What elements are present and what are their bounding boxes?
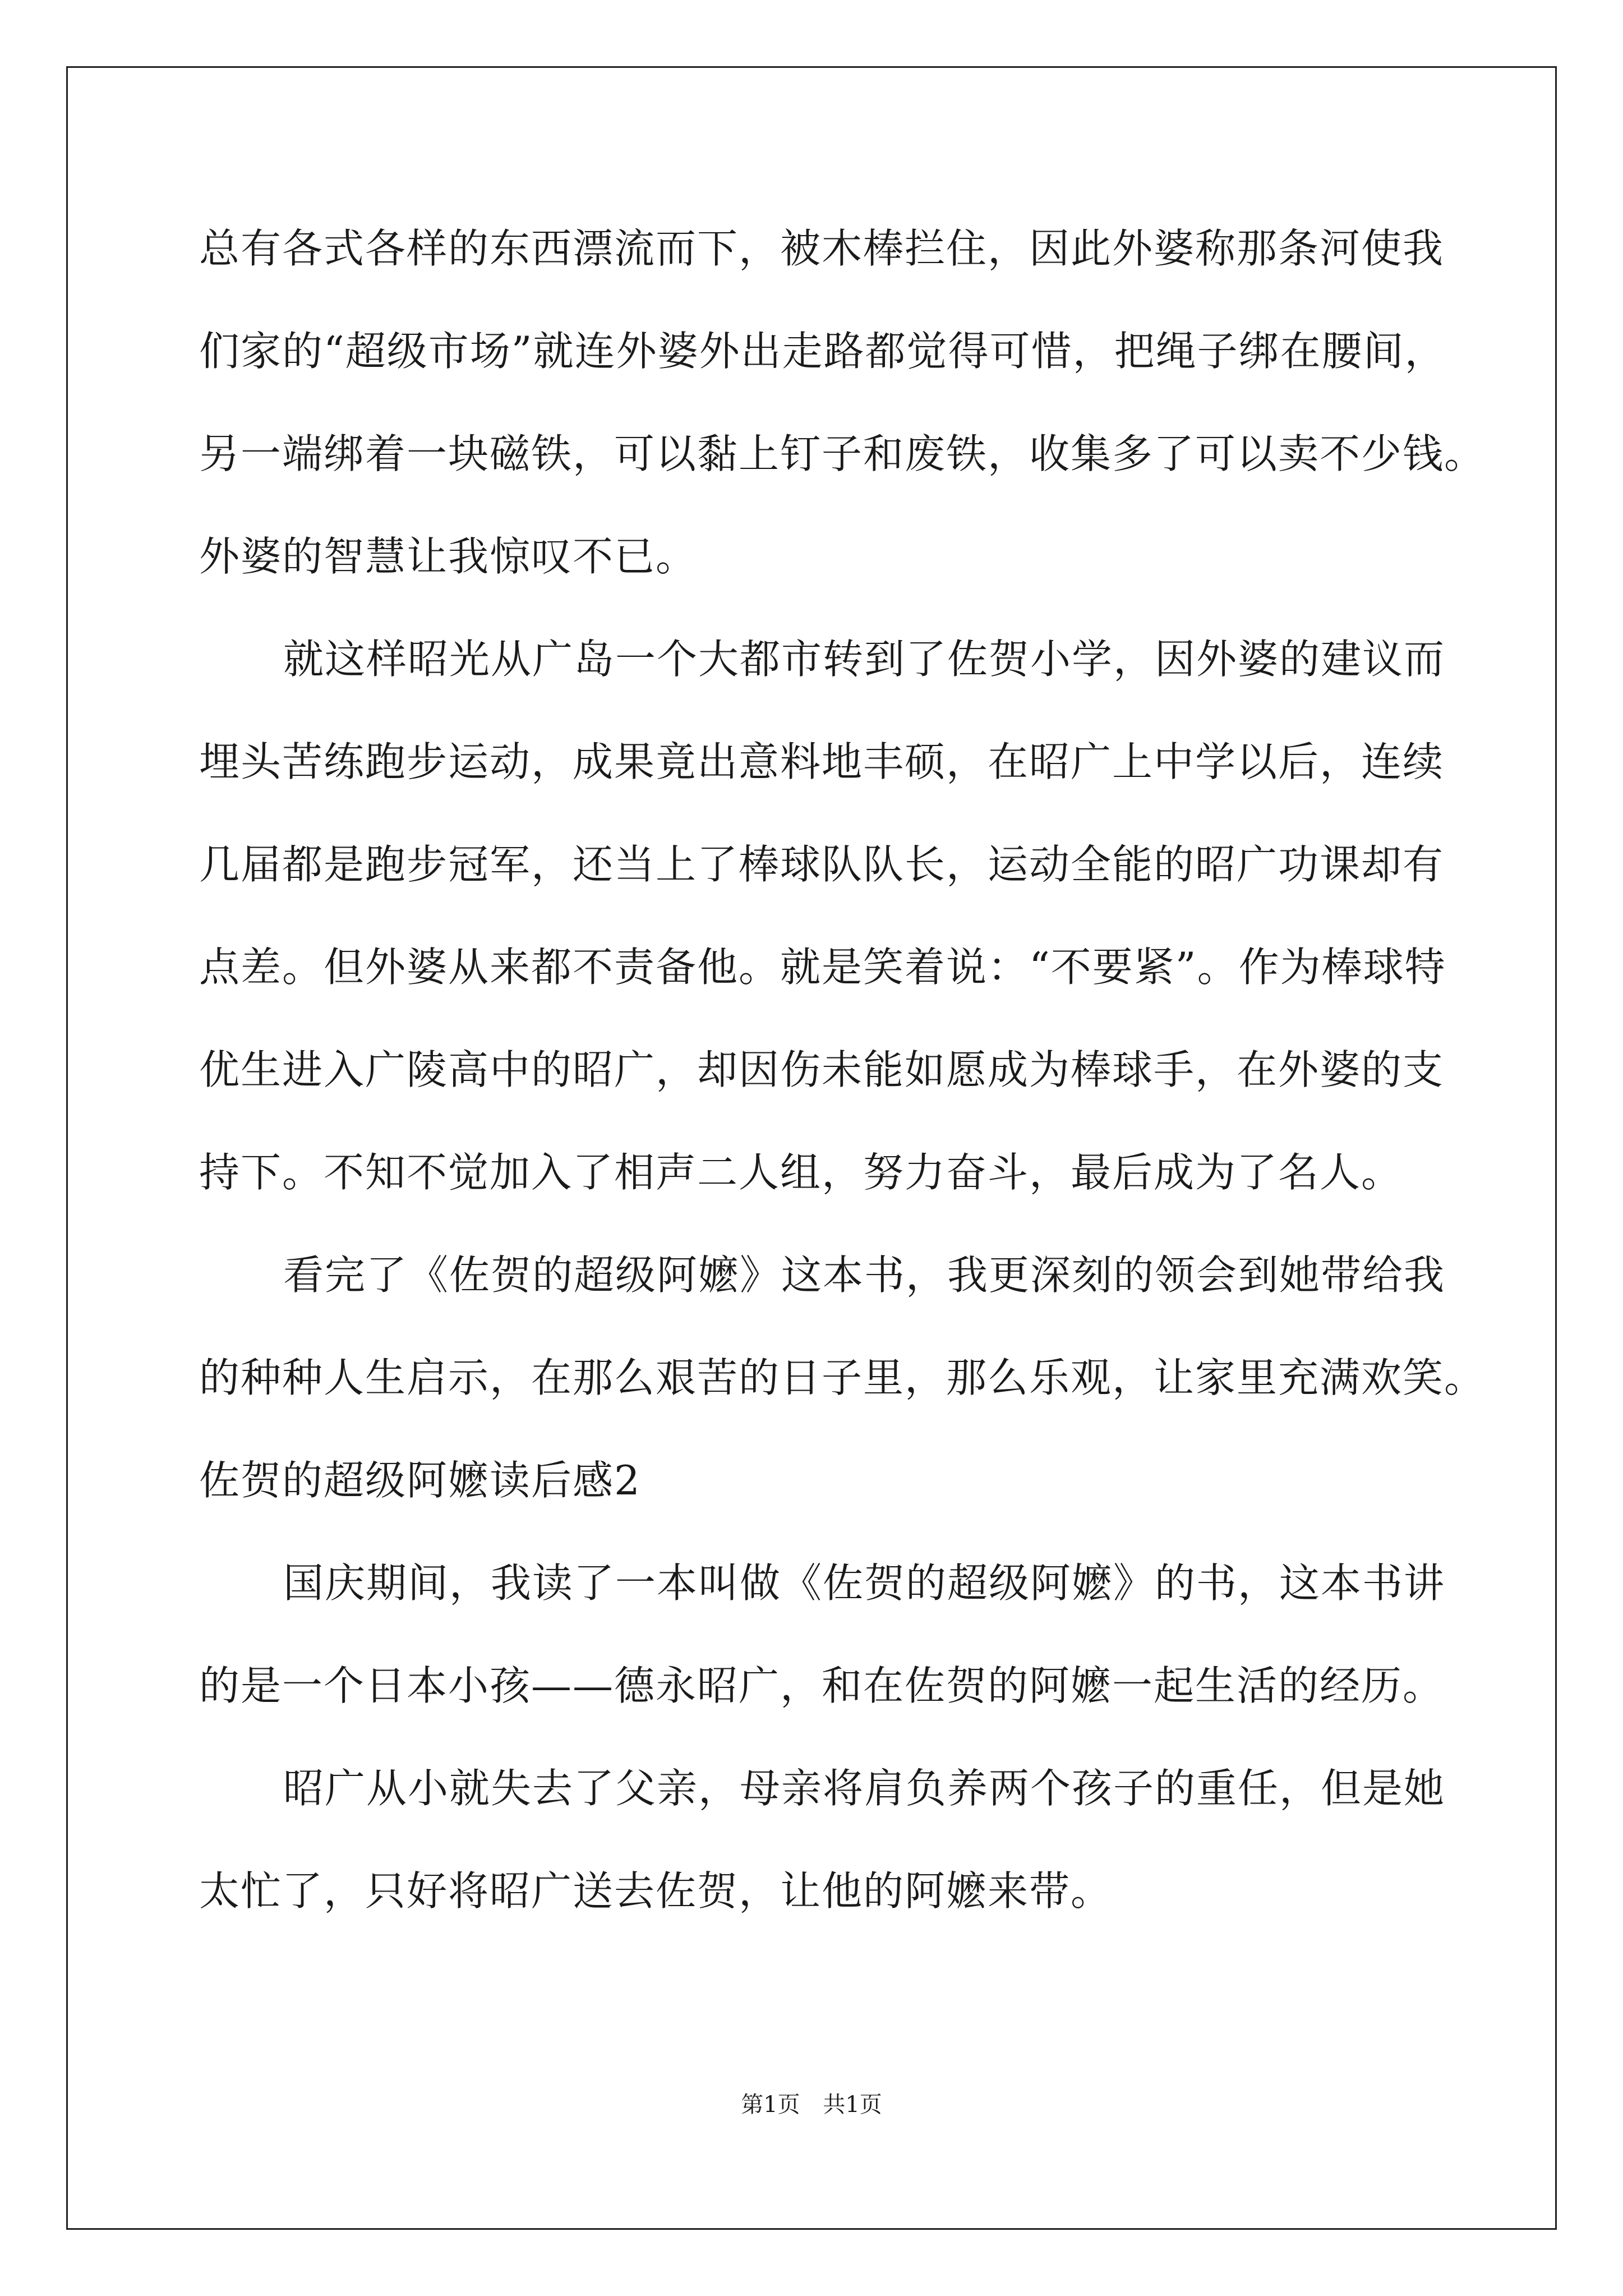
page-total: 共1页 — [823, 2092, 882, 2118]
paragraph-line: 的是一个日本小孩——德永昭广，和在佐贺的阿嬷一起生活的经历。 — [199, 1662, 1445, 1709]
paragraph-line: 优生进入广陵高中的昭广，却因伤未能如愿成为棒球手，在外婆的支 — [199, 1046, 1445, 1093]
paragraph-line: 太忙了，只好将昭广送去佐贺，让他的阿嬷来带。 — [199, 1867, 1113, 1915]
paragraph-line: 们家的“超级市场”就连外婆外出走路都觉得可惜，把绳子绑在腰间， — [199, 328, 1446, 375]
paragraph-line: 另一端绑着一块磁铁，可以黏上钉子和废铁，收集多了可以卖不少钱。 — [199, 430, 1486, 477]
paragraph-line: 国庆期间，我读了一本叫做《佐贺的超级阿嬷》的书，这本书讲 — [283, 1559, 1446, 1607]
section-heading: 佐贺的超级阿嬷读后感2 — [199, 1457, 641, 1504]
paragraph-line: 外婆的智慧让我惊叹不已。 — [199, 533, 698, 580]
paragraph-line: 持下。不知不觉加入了相声二人组，努力奋斗，最后成为了名人。 — [199, 1149, 1403, 1196]
paragraph-line: 总有各式各样的东西漂流而下，被木棒拦住，因此外婆称那条河使我 — [199, 225, 1445, 272]
paragraph-line: 昭广从小就失去了父亲，母亲将肩负养两个孩子的重任，但是她 — [283, 1765, 1446, 1812]
paragraph-line: 看完了《佐贺的超级阿嬷》这本书，我更深刻的领会到她带给我 — [283, 1251, 1446, 1299]
page-number: 第1页 — [741, 2092, 800, 2118]
paragraph-line: 点差。但外婆从来都不责备他。就是笑着说：“不要紧”。作为棒球特 — [199, 944, 1446, 991]
paragraph-line: 埋头苦练跑步运动，成果竟出意料地丰硕，在昭广上中学以后，连续 — [199, 738, 1445, 785]
page-footer — [0, 2087, 1623, 2119]
paragraph-line: 几届都是跑步冠军，还当上了棒球队队长，运动全能的昭广功课却有 — [199, 841, 1445, 888]
paragraph-line: 的种种人生启示，在那么艰苦的日子里，那么乐观，让家里充满欢笑。 — [199, 1354, 1486, 1401]
paragraph-line: 就这样昭光从广岛一个大都市转到了佐贺小学，因外婆的建议而 — [283, 636, 1446, 683]
